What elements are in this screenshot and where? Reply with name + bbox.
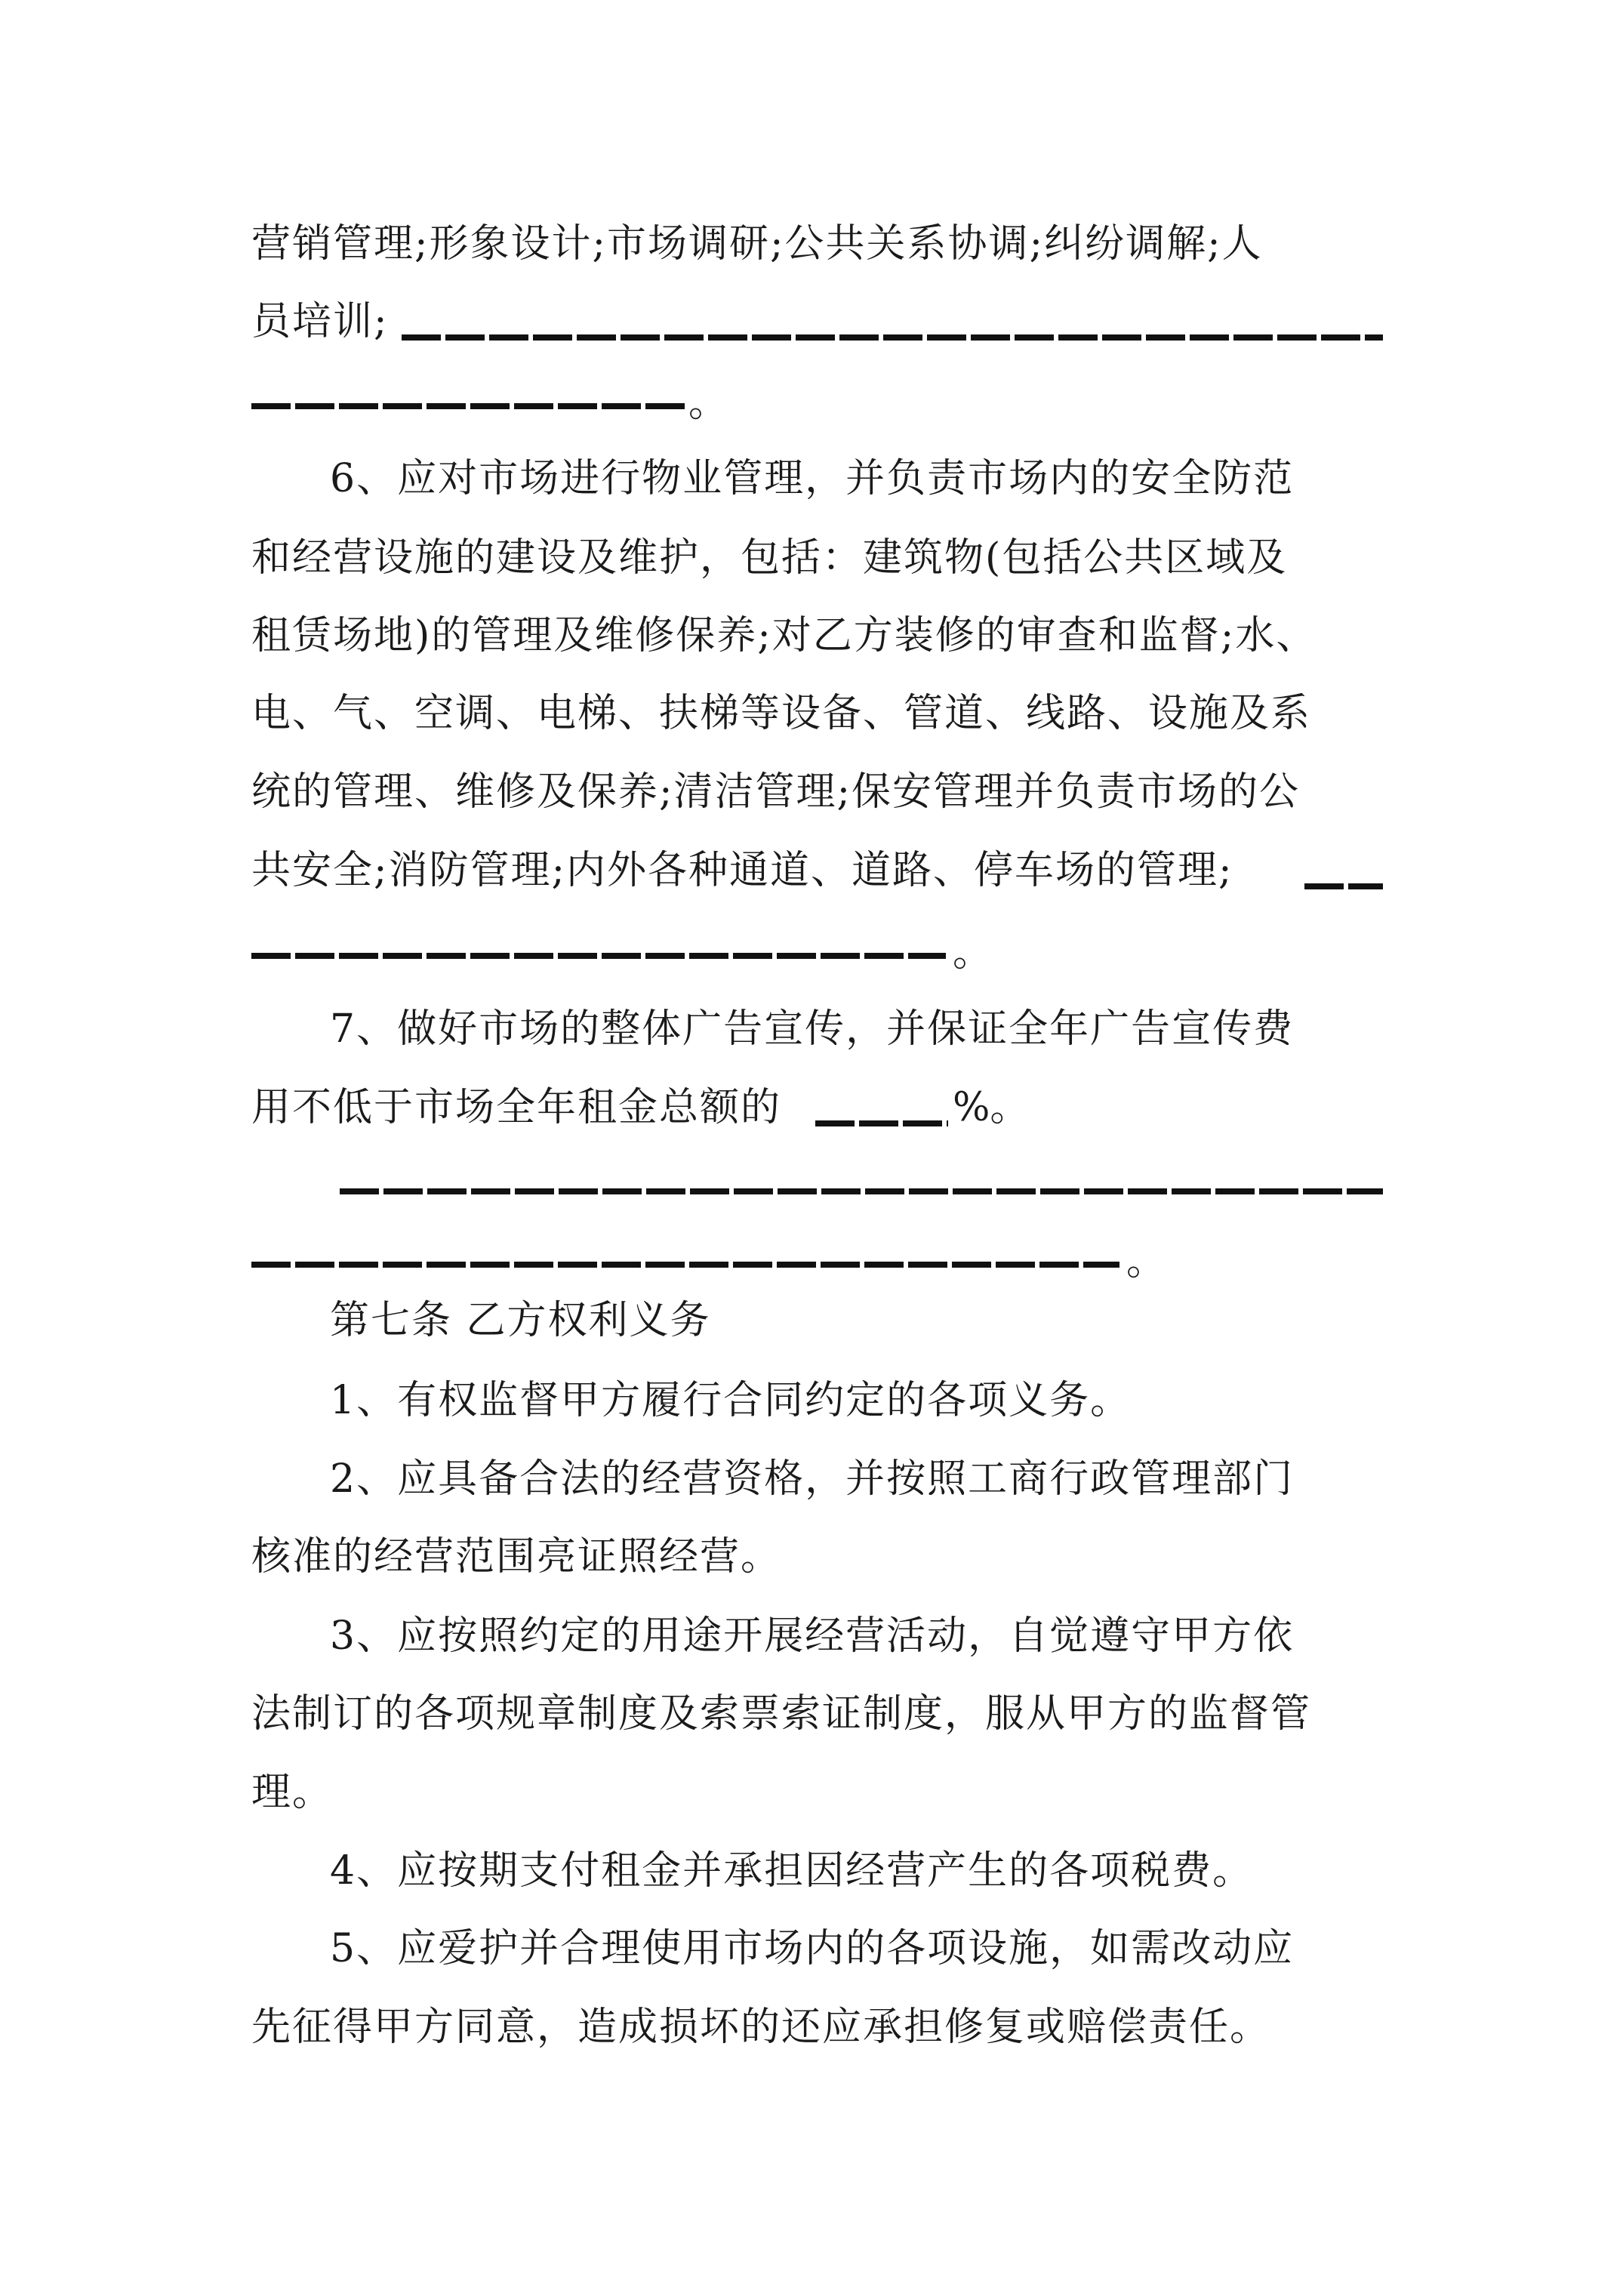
period-mark: 。 — [1126, 1239, 1166, 1284]
text-line: 统的管理、维修及保养;清洁管理;保安管理并负责市场的公 — [251, 769, 1301, 815]
text-line: 法制订的各项规章制度及索票索证制度，服从甲方的监督管 — [251, 1691, 1312, 1737]
fill-in-blank — [251, 953, 946, 959]
text-line — [251, 288, 1384, 356]
text-line: 租赁场地)的管理及维修保养;对乙方装修的审查和监督;水、 — [251, 613, 1317, 658]
text-line: 电、气、空调、电梯、扶梯等设备、管道、线路、设施及系 — [251, 691, 1312, 736]
fill-in-blank — [402, 334, 1383, 341]
text-line: 3、应按照约定的用途开展经营活动，自觉遵守甲方依 — [330, 1613, 1295, 1659]
text-line: 先征得甲方同意，造成损坏的还应承担修复或赔偿责任。 — [251, 2005, 1271, 2050]
text-line — [251, 1074, 1384, 1142]
text-line: 理。 — [251, 1770, 334, 1815]
article-heading: 第七条 乙方权利义务 — [330, 1298, 711, 1343]
text-line: 核准的经营范围亮证照经营。 — [251, 1534, 782, 1579]
text-segment: 员培训; — [251, 299, 389, 344]
text-line: 共安全;消防管理;内外各种通道、道路、停车场的管理; — [251, 848, 1233, 893]
fill-in-blank — [1304, 883, 1383, 889]
text-line: 2、应具备合法的经营资格，并按照工商行政管理部门 — [330, 1456, 1295, 1502]
fill-in-blank — [251, 403, 685, 409]
period-mark: 。 — [953, 930, 993, 975]
percent-mark: %。 — [953, 1085, 1030, 1130]
fill-in-blank — [251, 1262, 1119, 1268]
text-line: 5、应爱护并合理使用市场内的各项设施，如需改动应 — [330, 1926, 1295, 1971]
fill-in-blank — [815, 1120, 948, 1126]
fill-in-blank — [340, 1188, 1383, 1194]
text-segment: 用不低于市场全年租金总额的 — [251, 1085, 782, 1130]
text-line: 6、应对市场进行物业管理，并负责市场内的安全防范 — [330, 456, 1295, 501]
period-mark: 。 — [688, 381, 728, 426]
text-line: 4、应按期支付租金并承担因经营产生的各项税费。 — [330, 1848, 1254, 1894]
text-line: 7、做好市场的整体广告宣传，并保证全年广告宣传费 — [330, 1006, 1295, 1052]
text-line: 和经营设施的建设及维护，包括：建筑物(包括公共区域及 — [251, 535, 1288, 581]
text-line: 营销管理;形象设计;市场调研;公共关系协调;纠纷调解;人 — [251, 221, 1263, 267]
text-line: 1、有权监督甲方履行合同约定的各项义务。 — [330, 1378, 1132, 1423]
